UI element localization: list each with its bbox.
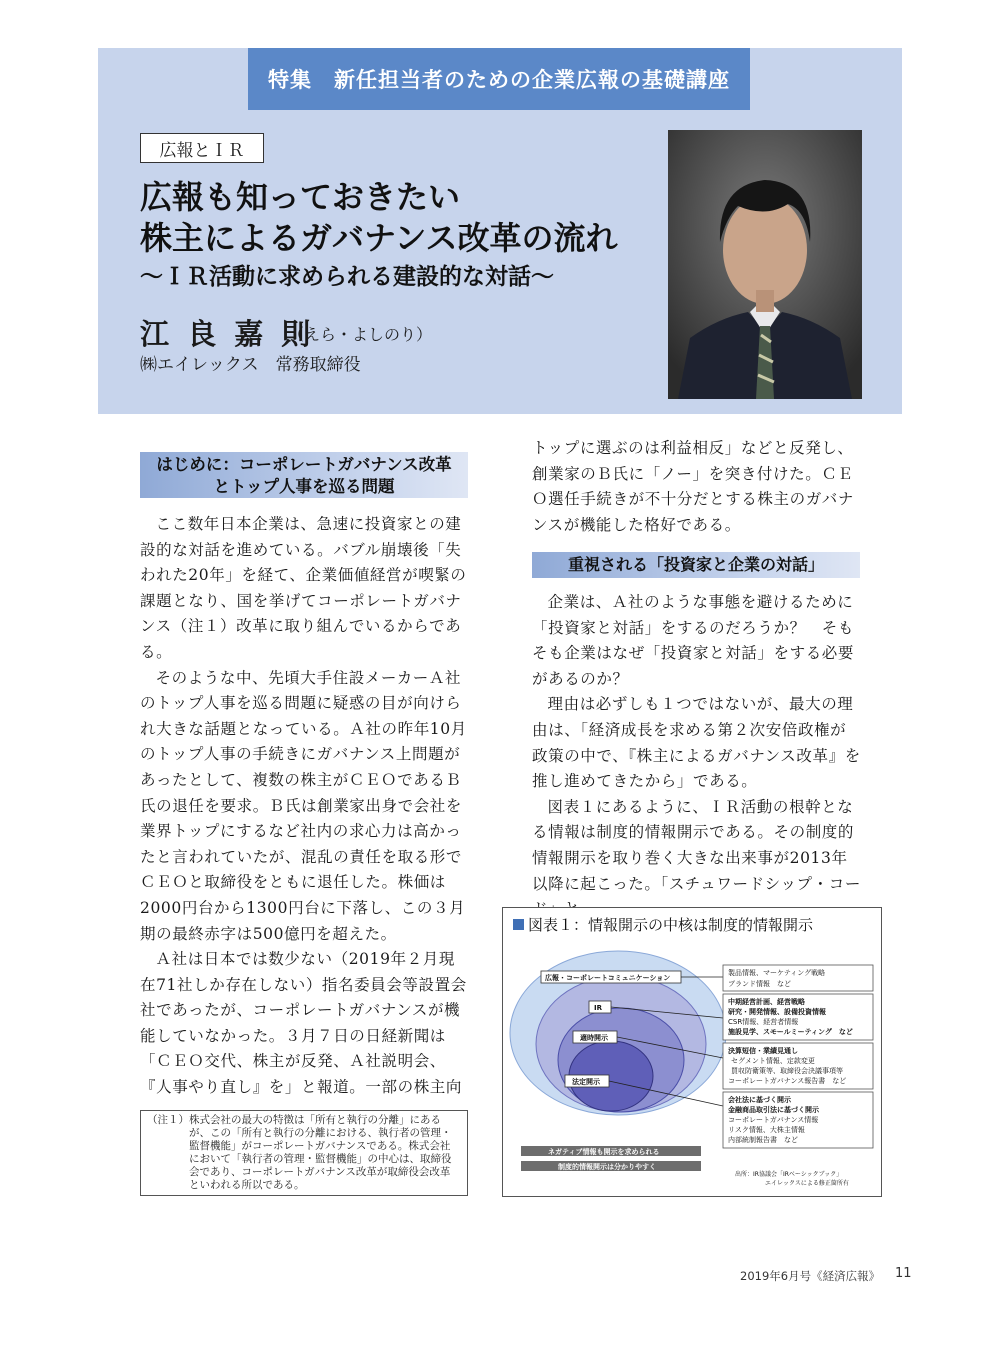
section-heading-introduction [140,452,468,498]
body-column-left [140,512,468,1100]
author-affiliation: ㈱エイレックス 常務取締役 [140,355,361,375]
figure-source-note: エイレックスによる修正箇所有 [765,1180,849,1187]
article-subtitle: ～ＩＲ活動に求められる建設的な対話～ [140,264,554,290]
footnote-text: 株式会社の最大の特徴は「所有と執行の分離」にあるが、この「所有と執行の分離における、執行者の管理・監督機能」がコーポレートガバナンスである。株式会社において「執行者の管理・監督機能」の中心は、取締役会であり、コーポレートガバナンス改革が取締役会改革といわれる所以である。 [189,1114,452,1191]
body-column-right-continuation [532,436,862,538]
paragraph: Ａ社は日本では数少ない（2019年２月現在71社しか存在しない）指名委員会等設置会社であったが、コーポレートガバナンスが機能していなかった。３月７日の日経新聞は「ＣＥＯ交代、株主が反発、Ａ社説明会、『人事やり直し』を」と報道。一部の株主向 [140,950,467,1097]
layer-item: ブランド情報 など [728,980,791,988]
figure-1 [502,907,882,1197]
layer-item: コーポレートガバナンス情報 [728,1116,819,1124]
footnote-box [140,1110,468,1196]
section-heading-dialogue: 重視される「投資家と企業の対話」 [532,552,860,578]
author-name-reading: （えら・よしのり） [288,325,433,344]
layer-item: リスク情報、大株主情報 [728,1126,805,1134]
layer-item: セグメント情報、定款変更 [731,1057,815,1065]
footnote-mark: （注１） [147,1114,189,1126]
paragraph: ここ数年日本企業は、急速に投資家との建設的な対話を進めている。バブル崩壊後「失われた20年」を経て、企業価値経営が喫緊の課題となり、国を挙げてコーポレートガバナンス（注１）改革に取り組んでいるからである。 [140,515,467,661]
figure-diagram [503,908,883,1198]
article-title-line-2: 株主によるガバナンス改革の流れ [140,219,618,257]
layer-label: 適時開示 [580,1034,608,1042]
layer-item: 金融商品取引法に基づく開示 [728,1106,819,1114]
layer-item: 製品情報、マーケティング戦略 [728,969,826,977]
figure-bar-negative-info: ネガティブ情報も開示を求められる [548,1148,660,1156]
figure-title: 図表１：情報開示の中核は制度的情報開示 [513,914,813,935]
footer-issue: 2019年6月号《経済広報》 [740,1269,881,1283]
layer-item: 会社法に基づく開示 [728,1096,791,1104]
paragraph: 図表１にあるように、ＩＲ活動の根幹となる情報は制度的情報開示である。その制度的情報開示を取り巻く大きな出来事が2013年以降に起こった。「スチュワードシップ・コー [532,797,861,893]
figure-source: 出所：IR協議会「IRベーシックブック」 [735,1171,843,1178]
section-heading-line-2: とトップ人事を巡る問題 [213,477,395,496]
section-heading-line-1: はじめに：コーポレートガバナンス改革 [156,455,452,474]
layer-label: 広報・コーポレートコミュニケーション [545,974,671,982]
layer-item: コーポレートガバナンス報告書 など [728,1077,847,1085]
square-bullet-icon [513,919,524,930]
paragraph: 企業は、Ａ社のような事態を避けるために「投資家と対話」をするのだろうか？ そもそも企業はなぜ「投資家と対話」をする必要があるのか？ [532,593,855,688]
figure-bar-clarity: 制度的情報開示は分かりやすく [558,1163,656,1171]
layer-item: 研究・開発情報、設備投資情報 [728,1008,826,1016]
author-photo [668,130,862,399]
author-name: 江 良 嘉 則 [140,317,315,351]
series-banner: 特集 新任担当者のための企業広報の基礎講座 [248,48,750,110]
layer-item: 中期経営計画、経営戦略 [728,998,805,1006]
article-title-line-1: 広報も知っておきたい [140,178,461,216]
page-number: 11 [895,1266,912,1281]
layer-item: 買収防衛策等、取締役会決議事項等 [731,1067,843,1075]
layer-label: IR [594,1004,602,1012]
paragraph: そのような中、先頃大手住設メーカーＡ社のトップ人事を巡る問題に疑惑の目が向けられ大きな話題となっている。Ａ社の昨年10月のトップ人事の手続きにガバナンス上問題があったとして、複数の株主がＣＥＯであるＢ氏の退任を要求。Ｂ氏は創業家出身で会社を業界トップにするなど社内の求心力は高かったと言われていたが、混乱の責任を取る形でＣＥＯと取締役をともに退任した。株価は2000円台から1300円台に下落し、この３月期の最終赤字は500億円を超えた。 [140,668,467,943]
layer-item: 決算短信・業績見通し [728,1047,798,1055]
layer-item: CSR情報、経営者情報 [728,1018,799,1026]
layer-label: 法定開示 [572,1078,600,1086]
category-tag: 広報とＩＲ [140,133,264,163]
paragraph: 理由は必ずしも１つではないが、最大の理由は、「経済成長を求める第２次安倍政権が政策の中で、『株主によるガバナンス改革』を推し進めてきたから」である。 [532,695,861,791]
paragraph-continuation: トップに選ぶのは利益相反」などと反発し、創業家のＢ氏に「ノー」を突き付けた。ＣＥＯ選任手続きが不十分だとする株主のガバナンスが機能した格好である。 [532,439,855,534]
layer-item: 内部統制報告書 など [728,1136,798,1144]
layer-item: 施設見学、スモールミーティング など [728,1028,853,1036]
body-column-right [532,590,862,923]
